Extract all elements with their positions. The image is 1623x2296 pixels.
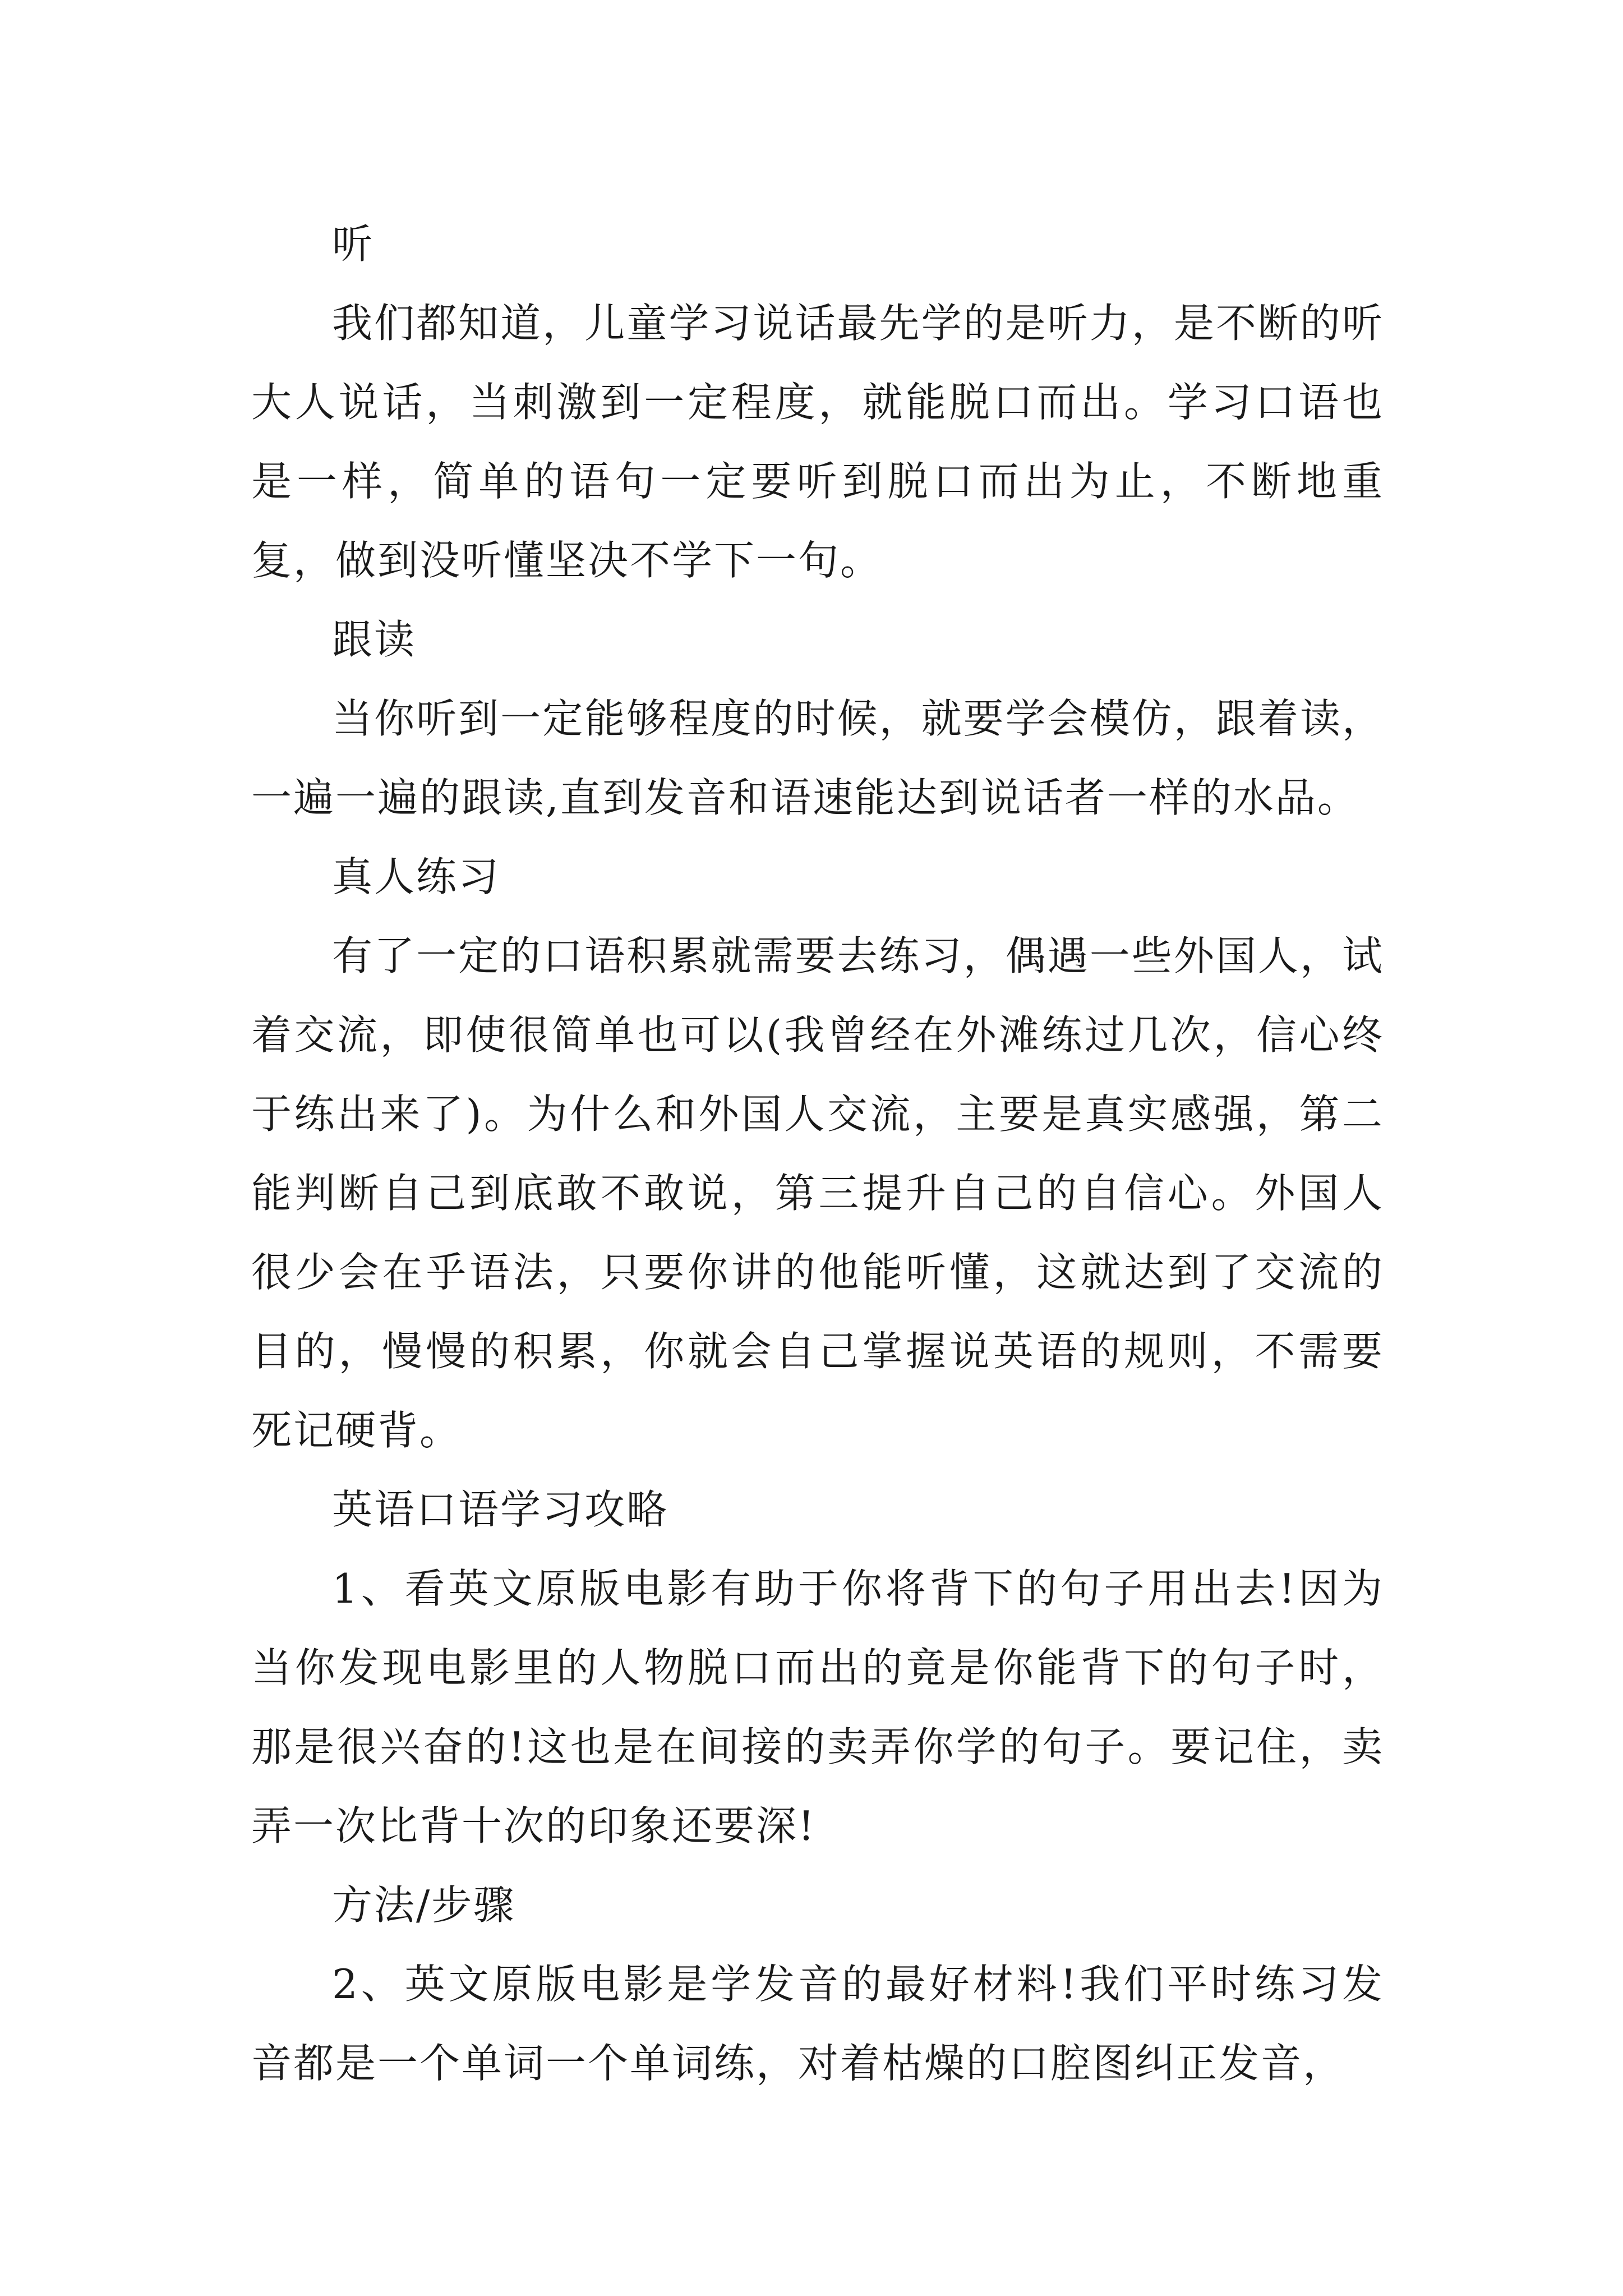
section-heading-speaking-guide: 英语口语学习攻略 xyxy=(332,1486,669,1533)
paragraph-listen: 我们都知道，儿童学习说话最先学的是听力，是不断的听大人说话，当刺激到一定程度，就能脱口而出。学习口语也是一样，简单的语句一定要听到脱口而出为止，不断地重复，做到没听懂坚决不学下一句。 xyxy=(251,300,1384,584)
section-heading-real-practice: 真人练习 xyxy=(332,853,501,900)
paragraph-read-along: 当你听到一定能够程度的时候，就要学会模仿，跟着读，一遍一遍的跟读,直到发音和语速能达到说话者一样的水品。 xyxy=(251,695,1384,821)
document-body xyxy=(251,205,1384,2103)
paragraph-movies-2: 2、英文原版电影是学发音的最好材料!我们平时练习发音都是一个单词一个单词练，对着枯燥的口腔图纠正发音， xyxy=(251,1961,1384,2087)
paragraph-movies-1: 1、看英文原版电影有助于你将背下的句子用出去!因为当你发现电影里的人物脱口而出的竟是你能背下的句子时，那是很兴奋的!这也是在间接的卖弄你学的句子。要记住，卖弄一次比背十次的印象还要深! xyxy=(251,1565,1384,1849)
section-heading-read-along: 跟读 xyxy=(332,616,417,663)
section-heading-listen: 听 xyxy=(332,220,375,268)
section-heading-methods: 方法/步骤 xyxy=(332,1881,516,1929)
paragraph-real-practice: 有了一定的口语积累就需要去练习，偶遇一些外国人，试着交流，即使很简单也可以(我曾经在外滩练过几次，信心终于练出来了)。为什么和外国人交流，主要是真实感强，第二能判断自己到底敢不敢说，第三提升自己的自信心。外国人很少会在乎语法，只要你讲的他能听懂，这就达到了交流的目的，慢慢的积累，你就会自己掌握说英语的规则，不需要死记硬背。 xyxy=(251,932,1384,1454)
